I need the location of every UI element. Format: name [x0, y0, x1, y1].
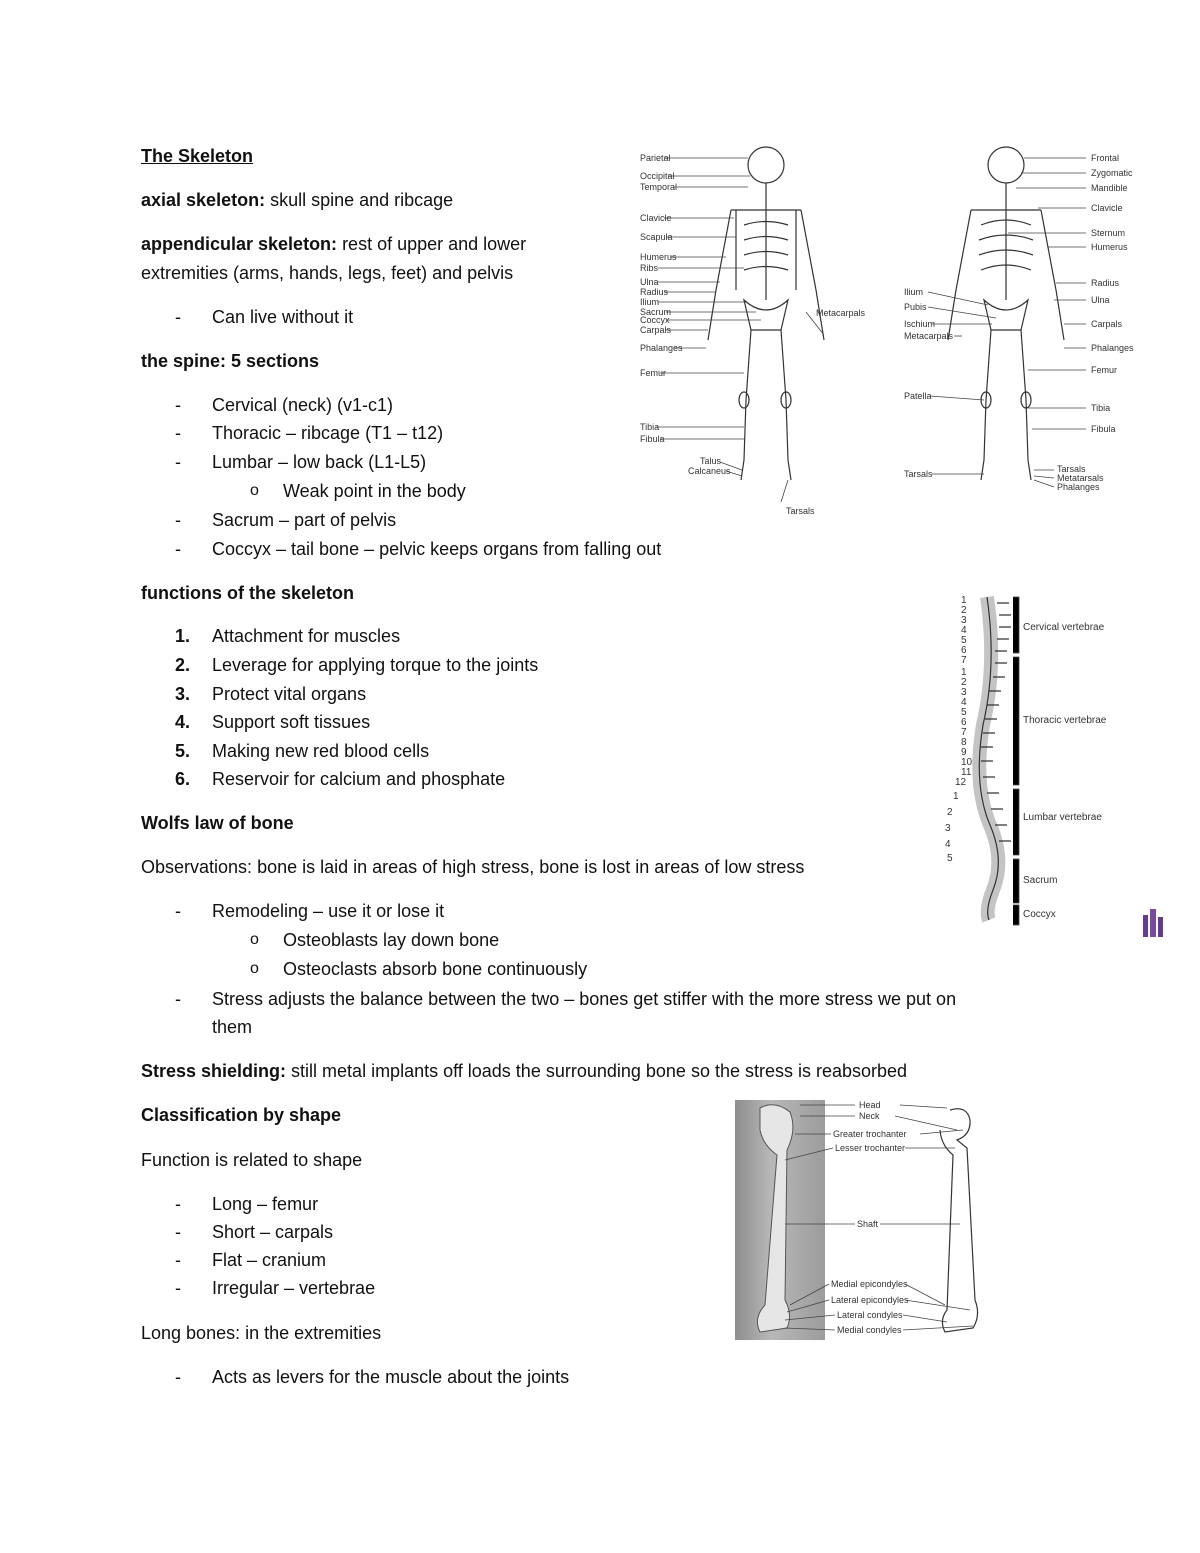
figure-label: Frontal [1091, 153, 1120, 163]
spine-label-coccyx: Coccyx [1023, 909, 1056, 920]
list-number: 2. [175, 655, 191, 675]
vertebra-number: 4 [961, 697, 967, 708]
list-item: Coccyx – tail bone – pelvic keeps organs from falling out [212, 539, 662, 559]
figure-label: Ilium [640, 297, 660, 307]
list-marker: - [175, 1367, 181, 1387]
vertebra-number: 10 [961, 757, 973, 768]
skeleton-figure [636, 140, 1136, 525]
figure-label: Medial condyles [837, 1325, 902, 1335]
vertebra-number: 7 [961, 727, 967, 738]
list-item: Sacrum – part of pelvis [212, 510, 397, 530]
list-item: Short – carpals [212, 1222, 334, 1242]
figure-label: Neck [859, 1111, 880, 1121]
list-item: Remodeling – use it or lose it [212, 901, 445, 921]
sub-list-marker: o [250, 931, 259, 948]
figure-label: Tarsals [904, 469, 933, 479]
stress-shielding-text: still metal implants off loads the surrounding bone so the stress is reabsorbed [286, 1061, 908, 1081]
stress-shielding [141, 1060, 907, 1082]
sub-list-item: Osteoclasts absorb bone continuously [283, 959, 588, 979]
list-marker: - [175, 539, 181, 559]
observations-term: Observations: [141, 857, 253, 877]
spine-label-thoracic: Thoracic vertebrae [1023, 715, 1107, 726]
vertebra-number: 1 [961, 595, 967, 606]
figure-label: Fibula [640, 434, 665, 444]
list-marker: - [175, 452, 181, 472]
list-number: 6. [175, 769, 191, 789]
vertebra-number: 3 [961, 687, 967, 698]
figure-label: Phalanges [1091, 343, 1134, 353]
vertebra-number: 5 [961, 707, 967, 718]
figure-label: Pubis [904, 302, 927, 312]
figure-label: Carpals [1091, 319, 1123, 329]
vertebra-number: 8 [961, 737, 967, 748]
list-item: Long – femur [212, 1194, 319, 1214]
figure-label: Lateral condyles [837, 1310, 903, 1320]
sub-list-marker: o [250, 960, 259, 977]
list-item: Leverage for applying torque to the joints [212, 655, 539, 675]
sub-list-item: Osteoblasts lay down bone [283, 930, 500, 950]
appendicular-term: appendicular skeleton: [141, 234, 338, 254]
skeleton-right-labels [904, 153, 1134, 492]
vertebra-number: 5 [947, 853, 953, 864]
femur-figure [735, 1100, 1000, 1340]
figure-label: Femur [1091, 365, 1118, 375]
list-item: Protect vital organs [212, 684, 367, 704]
figure-label: Clavicle [640, 213, 672, 223]
list-item: Can live without it [212, 307, 354, 327]
spine-label-lumbar: Lumbar vertebrae [1023, 812, 1102, 823]
skeleton-right-figure [948, 147, 1064, 480]
list-item: Support soft tissues [212, 712, 371, 732]
observations [141, 856, 804, 878]
figure-label: Talus [700, 456, 722, 466]
figure-label: Ischium [904, 319, 936, 329]
list-marker: - [175, 307, 181, 327]
vertebra-number: 2 [947, 807, 953, 818]
figure-label: Ulna [640, 277, 659, 287]
emblem-icon [1140, 905, 1166, 939]
list-item: Making new red blood cells [212, 741, 430, 761]
cervical-numbers [961, 595, 967, 666]
lumbar-numbers [945, 791, 959, 864]
page-title: The Skeleton [141, 146, 254, 166]
vertebra-number: 6 [961, 717, 967, 728]
spine-heading: the spine: 5 sections [141, 351, 320, 371]
list-item: Acts as levers for the muscle about the joints [212, 1367, 570, 1387]
vertebra-number: 11 [961, 767, 972, 778]
list-marker: - [175, 1250, 181, 1270]
observations-text: bone is laid in areas of high stress, bone is lost in areas of low stress [252, 857, 805, 877]
figure-label: Radius [640, 287, 669, 297]
vertebra-number: 5 [961, 635, 967, 646]
vertebra-number: 1 [961, 667, 967, 678]
list-item: Irregular – vertebrae [212, 1278, 376, 1298]
axial-term: axial skeleton: [141, 190, 266, 210]
figure-label: Femur [640, 368, 667, 378]
figure-label: Ulna [1091, 295, 1110, 305]
figure-label: Humerus [1091, 242, 1128, 252]
list-item-continuation: them [212, 1017, 253, 1037]
figure-label: Mandible [1091, 183, 1128, 193]
figure-label: Scapula [640, 232, 673, 242]
functions-heading: functions of the skeleton [141, 583, 355, 603]
list-item: Reservoir for calcium and phosphate [212, 769, 506, 789]
vertebra-number: 7 [961, 655, 967, 666]
appendicular-text-line2: extremities (arms, hands, legs, feet) and pelvis [141, 263, 514, 283]
figure-label: Lateral epicondyles [831, 1295, 909, 1305]
figure-label: Head [859, 1100, 881, 1110]
list-marker: - [175, 1278, 181, 1298]
list-number: 5. [175, 741, 191, 761]
axial-definition [141, 189, 453, 211]
vertebra-number: 2 [961, 605, 967, 616]
vertebra-number: 4 [945, 839, 951, 850]
list-item: Cervical (neck) (v1-c1) [212, 395, 394, 415]
list-marker: - [175, 423, 181, 443]
figure-label: Tarsals [1057, 464, 1086, 474]
list-number: 1. [175, 626, 191, 646]
list-number: 4. [175, 712, 191, 732]
figure-label: Ribs [640, 263, 659, 273]
long-bones-line: Long bones: in the extremities [141, 1323, 382, 1343]
sub-list-item: Weak point in the body [283, 481, 466, 501]
list-item: Stress adjusts the balance between the two – bones get stiffer with the more stress we put on [212, 989, 957, 1009]
list-number: 3. [175, 684, 191, 704]
stress-shielding-term: Stress shielding: [141, 1061, 287, 1081]
vertebra-number: 9 [961, 747, 967, 758]
list-marker: - [175, 1222, 181, 1242]
figure-label: Sacrum [640, 307, 672, 317]
figure-label: Calcaneus [688, 466, 731, 476]
figure-label: Metacarpals [904, 331, 954, 341]
figure-label: Phalanges [640, 343, 683, 353]
thoracic-numbers [955, 667, 973, 788]
figure-label: Radius [1091, 278, 1120, 288]
axial-text: skull spine and ribcage [265, 190, 454, 210]
figure-label: Occipital [640, 171, 675, 181]
list-item: Thoracic – ribcage (T1 – t12) [212, 423, 444, 443]
figure-label: Sternum [1091, 228, 1126, 238]
figure-label: Phalanges [1057, 482, 1100, 492]
figure-label: Coccyx [640, 315, 670, 325]
vertebra-number: 1 [953, 791, 959, 802]
figure-label: Tibia [640, 422, 660, 432]
appendicular-text-line1: rest of upper and lower [337, 234, 527, 254]
vertebra-number: 12 [955, 777, 967, 788]
figure-label: Metacarpals [816, 308, 866, 318]
figure-label: Tarsals [786, 506, 815, 516]
vertebra-number: 2 [961, 677, 967, 688]
figure-label: Shaft [857, 1219, 879, 1229]
vertebra-number: 3 [945, 823, 951, 834]
figure-label: Medial epicondyles [831, 1279, 908, 1289]
femur-labels [785, 1100, 973, 1335]
figure-label: Metatarsals [1057, 473, 1104, 483]
list-marker: - [175, 989, 181, 1009]
skeleton-left-figure [708, 147, 824, 480]
list-marker: - [175, 395, 181, 415]
figure-label: Temporal [640, 182, 678, 192]
figure-label: Humerus [640, 252, 677, 262]
figure-label: Parietal [640, 153, 671, 163]
figure-label: Fibula [1091, 424, 1116, 434]
spine-figure [925, 585, 1135, 930]
figure-label: Carpals [640, 325, 672, 335]
figure-label: Greater trochanter [833, 1129, 907, 1139]
list-marker: - [175, 1194, 181, 1214]
figure-label: Patella [904, 391, 932, 401]
list-item: Flat – cranium [212, 1250, 327, 1270]
figure-label: Ilium [904, 287, 924, 297]
list-marker: - [175, 901, 181, 921]
list-marker: - [175, 510, 181, 530]
list-item: Attachment for muscles [212, 626, 401, 646]
spine-label-cervical: Cervical vertebrae [1023, 622, 1105, 633]
sub-list-marker: o [250, 482, 259, 499]
figure-label: Lesser trochanter [835, 1143, 906, 1153]
figure-label: Clavicle [1091, 203, 1123, 213]
spine-label-sacrum: Sacrum [1023, 875, 1058, 886]
list-item: Lumbar – low back (L1-L5) [212, 452, 427, 472]
skeleton-left-labels [640, 153, 866, 516]
figure-label: Tibia [1091, 403, 1111, 413]
vertebra-number: 3 [961, 615, 967, 626]
vertebra-number: 4 [961, 625, 967, 636]
classification-heading: Classification by shape [141, 1105, 342, 1125]
classification-intro: Function is related to shape [141, 1150, 363, 1170]
wolfs-heading: Wolfs law of bone [141, 813, 294, 833]
figure-label: Zygomatic [1091, 168, 1133, 178]
vertebra-number: 6 [961, 645, 967, 656]
appendicular-definition [141, 233, 526, 255]
